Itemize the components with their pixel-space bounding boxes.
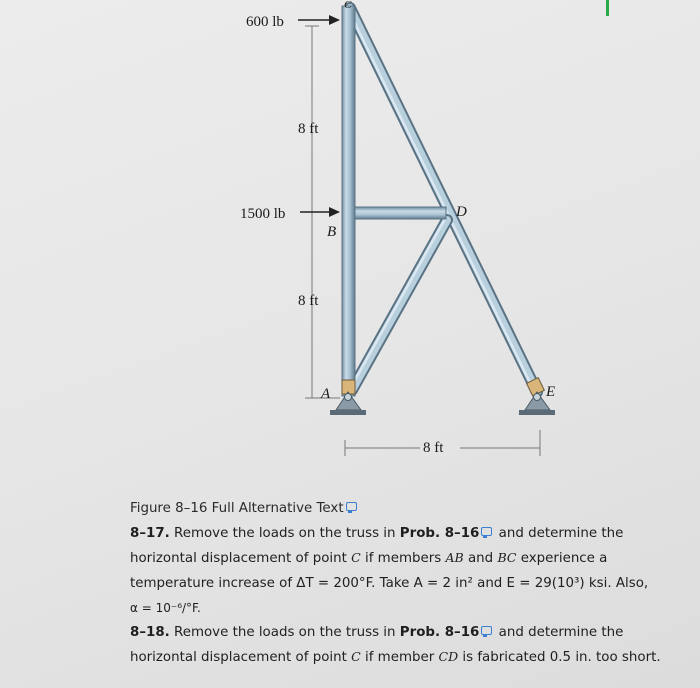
joint-label-d: D bbox=[456, 204, 467, 220]
link-icon[interactable] bbox=[481, 626, 492, 635]
load-label-mid: 1500 lb bbox=[240, 206, 286, 222]
dimension-label-upper: 8 ft bbox=[298, 121, 319, 137]
problem-8-18-line2: horizontal displacement of point C if member CD is fabricated 0.5 in. too short. bbox=[130, 649, 661, 665]
joint-label-a: A bbox=[321, 386, 331, 402]
joint-label-c: C bbox=[344, 0, 352, 10]
dimension-label-horizontal: 8 ft bbox=[423, 440, 444, 456]
link-icon[interactable] bbox=[481, 527, 492, 536]
problem-8-18-line1: 8–18. Remove the loads on the truss in Prob. 8–16 and determine the bbox=[130, 624, 624, 640]
prob-ref-link[interactable]: Prob. 8–16 bbox=[399, 624, 480, 640]
problem-8-17-line4: α = 10⁻⁶/°F. bbox=[130, 601, 201, 615]
link-icon[interactable] bbox=[346, 502, 357, 511]
member-bd bbox=[348, 207, 446, 219]
member-ad bbox=[350, 219, 447, 390]
load-arrow-1500 bbox=[300, 207, 340, 217]
dimension-label-lower: 8 ft bbox=[298, 293, 319, 309]
joint-label-b: B bbox=[327, 224, 337, 240]
problem-text bbox=[130, 497, 690, 671]
load-label-top: 600 lb bbox=[246, 14, 284, 30]
member-ac bbox=[342, 6, 355, 396]
problem-8-17-line2: horizontal displacement of point C if members AB and BC experience a bbox=[130, 550, 608, 566]
figure-caption: Figure 8–16 Full Alternative Text bbox=[130, 497, 690, 522]
load-arrow-600 bbox=[298, 15, 340, 25]
problem-8-17-line3: temperature increase of ΔT = 200°F. Take A = 2 in² and E = 29(10³) ksi. Also, bbox=[130, 575, 649, 591]
joint-label-c-wrap bbox=[340, 0, 360, 10]
prob-ref-link[interactable]: Prob. 8–16 bbox=[399, 525, 480, 541]
joint-label-e: E bbox=[546, 384, 556, 400]
problem-8-17-line1: 8–17. Remove the loads on the truss in Prob. 8–16 and determine the bbox=[130, 525, 624, 541]
